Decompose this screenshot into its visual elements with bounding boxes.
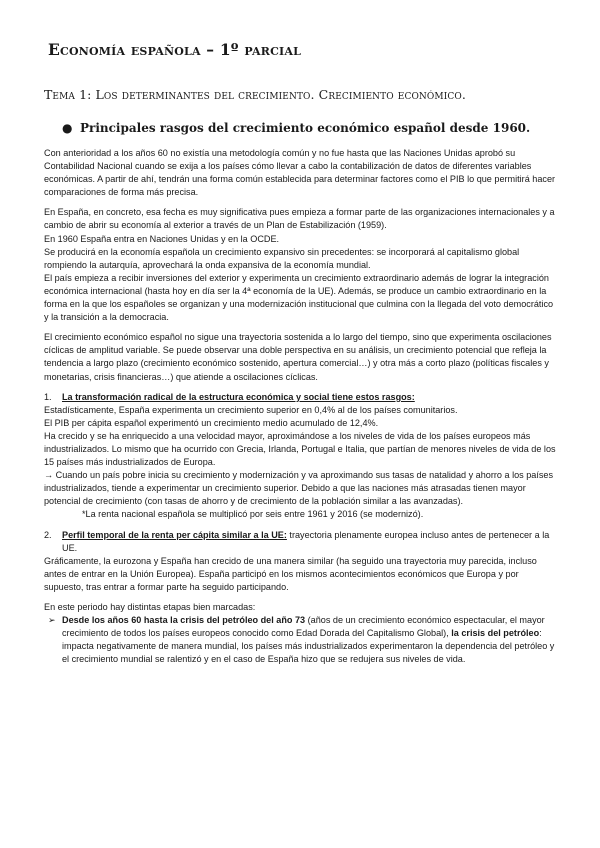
item-heading: Perfil temporal de la renta per cápita similar a la UE:: [62, 529, 287, 540]
item-number: 2.: [44, 529, 52, 540]
item-heading-rest: trayectoria plenamente europea incluso antes de pertenecer a la UE.: [62, 529, 550, 553]
document-body: [44, 147, 560, 666]
item1-line-2: El PIB per cápita español experimentó un crecimiento medio acumulado de 12,4%.: [44, 417, 379, 428]
bullet-heading: [62, 121, 530, 135]
item-number: 1.: [44, 391, 52, 402]
item1-line-3: Ha crecido y se ha enriquecido a una velocidad mayor, aproximándose a los niveles de vida de los países europeos más industrializados. Lo mismo que ha ocurrido con Grecia, Irlanda, Portugal e Italia, que partían de menores niveles de vida de los 15 países más industrializados de Europa.: [44, 430, 556, 468]
paragraph-intro: Con anterioridad a los años 60 no existía una metodología común y no fue hasta que las Naciones Unidas aprobó su Contabilidad Nacional cuando se exija a los países cómo llevar a cabo la contabilización de datos de diferentes variables económicas. A partir de ahí, tendrán una forma común establecida para determinar factores como el PIB lo que permitirá hacer comparaciones de forma más precisa.: [44, 148, 556, 198]
bullet-heading-text: Principales rasgos del crecimiento económico español desde 1960.: [80, 121, 531, 135]
stage-text-2: : impacta negativamente de manera mundial, los países más industrializados experimentaron la dependencia del petróleo y el crecimiento mundial se ralentizó y en el caso de España hizo que se redujera sus niveles de vida.: [62, 628, 555, 665]
item1-line-4-text: Cuando un país pobre inicia su crecimiento y modernización y va aproximando sus tasas de natalidad y ahorro a los países industrializados, tiende a experimentar un crecimiento superior. Debido a que las naciones más atrasadas tienen mayor potencial de crecimiento (con tasas de ahorro y de crecimiento de la población similar a las avanzadas).: [44, 470, 554, 507]
bullet-dot-icon: ●: [62, 121, 73, 135]
document-title: Economía española – 1º parcial: [48, 40, 302, 59]
arrow-icon: →: [44, 470, 54, 481]
item1-note: *La renta nacional española se multiplicó por seis entre 1961 y 2016 (se modernizó).: [82, 509, 424, 520]
stage-text-1: (años de un crecimiento económico espectacular, el mayor crecimiento de todos los países europeos conocido como Edad Dorada del Capitalismo Global),: [62, 615, 545, 639]
paragraph-spain-4: El país empieza a recibir inversiones del exterior y experimenta un crecimiento extraordinario además de lograr la integración económica internacional (hasta hoy en día ser la 4ª economía de la UE). Además, se produce un cambio extraordinario en la forma en la que los españoles se organizan y una modernización institucional que culmina con la llegada del voto democrático y la transición a la democracia.: [44, 272, 554, 323]
item1-line-4: [44, 469, 560, 508]
paragraph-cycles: El crecimiento económico español no sigue una trayectoria sostenida a lo largo del tiempo, sino que experimenta oscilaciones cíclicas de amplitud variable. Se puede observar una doble perspectiva en su análisis, un crecimiento potencial que refleja la tendencia a largo plazo (crecimiento económico sostenido, apertura comercial…) y otra más a corto plazo (políticas fiscales y monetarias, crisis financieras…) que atiende a oscilaciones cíclicas.: [44, 332, 552, 382]
item1-line-1: Estadísticamente, España experimenta un crecimiento superior en 0,4% al de los países comunitarios.: [44, 404, 458, 415]
topic-heading: Tema 1: Los determinantes del crecimiento. Crecimiento económico.: [44, 87, 466, 102]
item2-line-1: Gráficamente, la eurozona y España han crecido de una manera similar (ha seguido una trayectoria muy parecida, incluso antes de entrar en la Unión Europea). España participó en los mismos acontecimientos económicos que Europa y por supuesto, tras entrar a formar parte ha seguido participando.: [44, 555, 537, 592]
numbered-item-2: [44, 529, 560, 555]
arrowhead-bullet-icon: ➢: [48, 615, 56, 626]
paragraph-spain-3: Se producirá en la economía española un crecimiento expansivo sin precedentes: se incorporará al capitalismo global rompiendo la autarquía, aprovechará la onda expansiva de la economía mundial.: [44, 246, 520, 270]
numbered-item-1: [44, 391, 560, 404]
paragraph-stages: En este periodo hay distintas etapas bien marcadas:: [44, 602, 256, 612]
item-heading: La transformación radical de la estructura económica y social tiene estos rasgos:: [62, 391, 415, 402]
paragraph-spain-1: En España, en concreto, esa fecha es muy significativa pues empieza a formar parte de las organizaciones internacionales y a cambio de abrir su economía al exterior a través de un Plan de Estabilización (1959).: [44, 207, 555, 231]
stage-bold-2: la crisis del petróleo: [451, 628, 540, 639]
stage-item-1: [44, 614, 560, 666]
stage-bold-1: Desde los años 60 hasta la crisis del petróleo del año 73: [62, 615, 306, 626]
paragraph-spain-2: En 1960 España entra en Naciones Unidas y en la OCDE.: [44, 233, 280, 244]
